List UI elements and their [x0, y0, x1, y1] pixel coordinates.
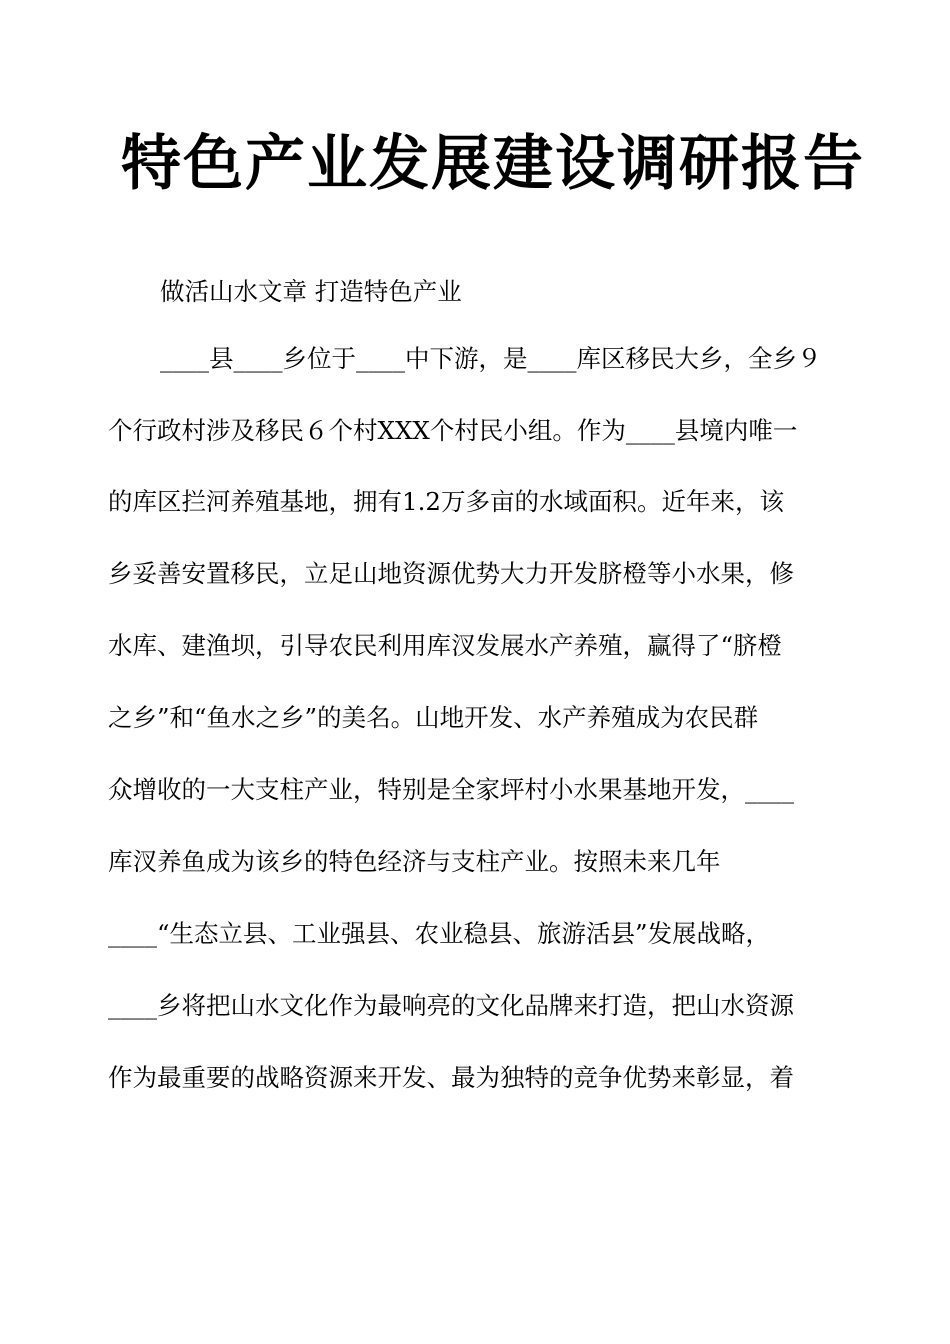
body-line: ____“生态立县、工业强县、农业稳县、旅游活县”发展战略， — [108, 919, 771, 948]
body-line: 水库、建渔坝，引导农民利用库汊发展水产养殖，赢得了“脐橙 — [108, 631, 783, 660]
body-line: ____乡将把山水文化作为最响亮的文化品牌来打造，把山水资源 — [108, 991, 794, 1020]
body-line: 作为最重要的战略资源来开发、最为独特的竞争优势来彰显，着 — [108, 1063, 794, 1092]
body-line: 之乡”和“鱼水之乡”的美名。山地开发、水产养殖成为农民群 — [108, 703, 759, 732]
body-line: 乡妥善安置移民，立足山地资源优势大力开发脐橙等小水果，修 — [108, 559, 794, 588]
body-line: ____县____乡位于____中下游，是____库区移民大乡，全乡９ — [160, 344, 822, 373]
document-title: 特色产业发展建设调研报告 — [121, 129, 865, 199]
body-line: 库汊养鱼成为该乡的特色经济与支柱产业。按照未来几年 — [108, 847, 721, 876]
body-line: 众增收的一大支柱产业，特别是全家坪村小水果基地开发，____ — [108, 775, 794, 804]
document-subtitle: 做活山水文章 打造特色产业 — [160, 277, 462, 306]
body-line: 的库区拦河养殖基地，拥有1.2万多亩的水域面积。近年来，该 — [108, 487, 784, 516]
body-line: 个行政村涉及移民６个村XXX个村民小组。作为____县境内唯一 — [108, 416, 798, 445]
